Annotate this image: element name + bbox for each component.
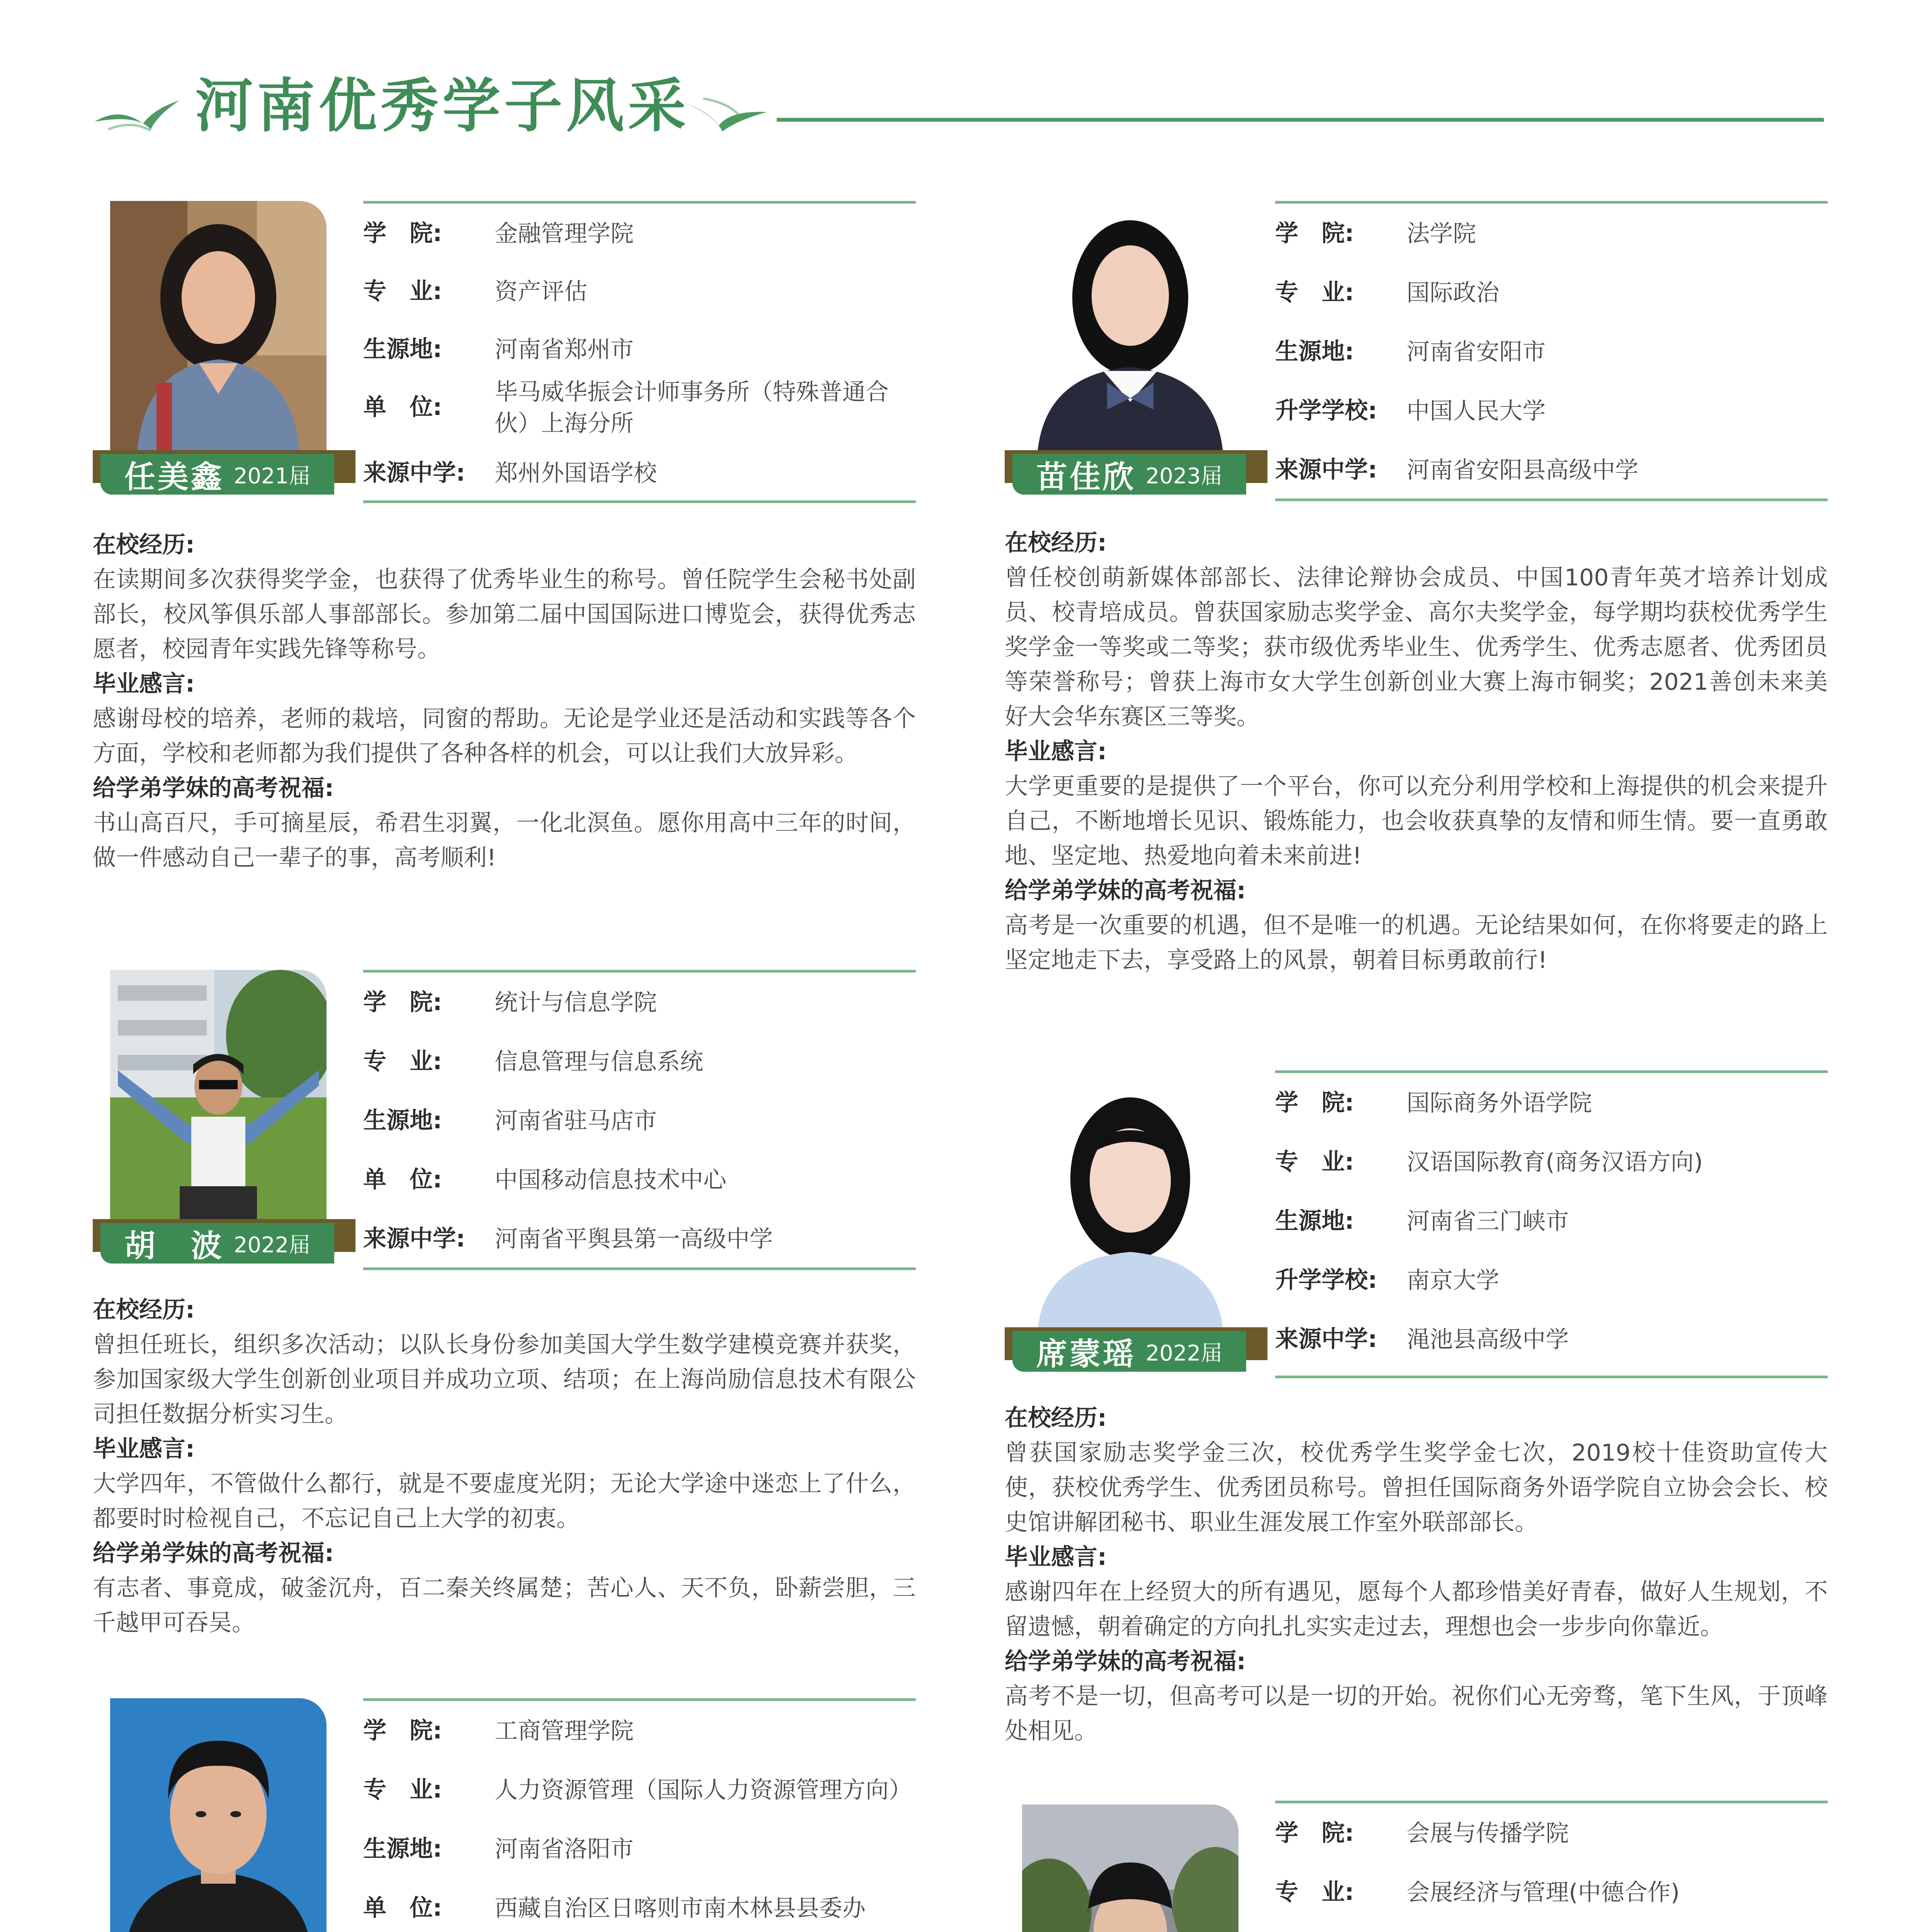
info-label: 专 业: — [363, 1048, 442, 1075]
info-row — [1275, 218, 1828, 250]
info-value: 河南省三门峡市 — [1407, 1208, 1569, 1235]
info-label: 专 业: — [363, 278, 442, 305]
info-row — [363, 1893, 916, 1924]
info-bottom-rule — [363, 500, 916, 503]
info-value: 河南省平舆县第一高级中学 — [495, 1226, 773, 1253]
student-card — [93, 970, 916, 1264]
info-row — [363, 377, 916, 439]
page-title: 河南优秀学子风采 — [195, 73, 690, 140]
info-value: 统计与信息学院 — [495, 989, 657, 1016]
student-name: 席蒙瑶 — [1036, 1336, 1136, 1372]
info-label: 生源地: — [1275, 338, 1354, 365]
info-value: 信息管理与信息系统 — [495, 1048, 703, 1075]
info-row — [1275, 1818, 1828, 1849]
info-row — [363, 218, 916, 250]
info-label: 生源地: — [363, 1107, 442, 1134]
info-top-rule — [363, 201, 916, 204]
info-row — [363, 1716, 916, 1747]
section-heading: 给学弟学妹的高考祝福: — [1005, 1648, 1246, 1675]
name-ribbon — [1012, 454, 1246, 495]
info-label: 生源地: — [363, 1835, 442, 1862]
info-row — [363, 1775, 916, 1806]
info-row — [1275, 1324, 1828, 1355]
info-value: 渑池县高级中学 — [1407, 1326, 1569, 1353]
info-label: 单 位: — [363, 1895, 442, 1922]
section-heading: 毕业感言: — [93, 670, 195, 697]
section-heading: 在校经历: — [1005, 1405, 1107, 1432]
student-text — [1005, 526, 1828, 978]
info-label: 专 业: — [1275, 1879, 1354, 1906]
student-text — [1005, 1401, 1828, 1748]
info-value: 资产评估 — [495, 278, 587, 305]
section-heading: 毕业感言: — [1005, 738, 1107, 765]
info-label: 来源中学: — [1275, 1326, 1377, 1353]
section-body: 在读期间多次获得奖学金，也获得了优秀毕业生的称号。曾任院学生会秘书处副部长，校风筝俱乐部人事部部长。参加第二届中国国际进口博览会，获得优秀志愿者，校园青年实践先锋等称号。 — [93, 566, 916, 663]
section-body: 有志者、事竟成，破釜沉舟，百二秦关终属楚；苦心人、天不负，卧薪尝胆，三千越甲可吞吴。 — [93, 1575, 916, 1636]
info-value: 法学院 — [1407, 220, 1476, 247]
info-label: 单 位: — [363, 394, 442, 421]
name-ribbon — [100, 454, 334, 495]
info-value: 河南省安阳市 — [1407, 338, 1546, 366]
info-row — [363, 276, 916, 308]
info-label: 来源中学: — [363, 459, 465, 486]
student-card — [93, 201, 916, 495]
info-value: 国际商务外语学院 — [1407, 1090, 1592, 1117]
info-row — [1275, 1206, 1828, 1237]
info-label: 学 院: — [363, 989, 442, 1016]
section-body: 高考不是一切，但高考可以是一切的开始。祝你们心无旁骛，笔下生风，于顶峰处相见。 — [1005, 1683, 1828, 1745]
student-photo — [110, 970, 327, 1221]
info-label: 专 业: — [363, 1776, 442, 1803]
student-text — [93, 1293, 916, 1640]
info-top-rule — [363, 1698, 916, 1701]
section-heading: 毕业感言: — [93, 1435, 195, 1463]
info-label: 来源中学: — [1275, 456, 1377, 483]
header-rule — [777, 118, 1824, 122]
section-body: 大学更重要的是提供了一个平台，你可以充分利用学校和上海提供的机会来提升自己，不断地增长见识、锻炼能力，也会收获真挚的友情和师生情。要一直勇敢地、坚定地、热爱地向着未来前进! — [1005, 773, 1828, 869]
info-value: 中国移动信息技术中心 — [495, 1167, 726, 1194]
info-value: 郑州外国语学校 — [495, 460, 657, 487]
student-card — [93, 1698, 916, 1932]
student-name: 胡 波 — [124, 1228, 224, 1264]
info-label: 生源地: — [363, 336, 442, 363]
info-label: 专 业: — [1275, 279, 1354, 306]
info-row — [1275, 1265, 1828, 1296]
section-body: 大学四年，不管做什么都行，就是不要虚度光阴；无论大学途中迷恋上了什么，都要时时检视自己，不忘记自己上大学的初衷。 — [93, 1470, 916, 1532]
student-photo — [1022, 1804, 1238, 1932]
info-row — [363, 334, 916, 366]
info-row — [363, 987, 916, 1019]
info-value: 汉语国际教育(商务汉语方向) — [1407, 1149, 1703, 1176]
info-row — [1275, 455, 1828, 486]
section-heading: 在校经历: — [93, 531, 195, 558]
info-value: 毕马威华振会计师事务所（特殊普通合伙）上海分所 — [495, 379, 889, 437]
info-label: 学 院: — [363, 1717, 442, 1744]
student-card — [1005, 1804, 1828, 1932]
info-row — [1275, 396, 1828, 427]
info-value: 河南省洛阳市 — [495, 1836, 634, 1863]
info-row — [1275, 337, 1828, 368]
student-text — [93, 527, 916, 875]
section-heading: 给学弟学妹的高考祝福: — [1005, 877, 1246, 904]
class-year: 2022届 — [1145, 1340, 1223, 1366]
info-row — [363, 1046, 916, 1078]
info-label: 生源地: — [1275, 1208, 1354, 1235]
section-heading: 给学弟学妹的高考祝福: — [93, 1540, 334, 1567]
info-row — [1275, 1088, 1828, 1119]
info-label: 学 院: — [1275, 1089, 1354, 1116]
name-ribbon — [100, 1223, 334, 1264]
section-heading: 在校经历: — [93, 1296, 195, 1323]
info-value: 工商管理学院 — [495, 1718, 634, 1745]
student-name: 任美鑫 — [124, 459, 224, 495]
info-value: 河南省驻马店市 — [495, 1107, 657, 1134]
section-heading: 毕业感言: — [1005, 1544, 1107, 1571]
section-heading: 给学弟学妹的高考祝福: — [93, 775, 334, 802]
info-row — [1275, 277, 1828, 309]
info-value: 河南省安阳县高级中学 — [1407, 457, 1638, 484]
info-label: 来源中学: — [363, 1225, 465, 1252]
info-value: 国际政治 — [1407, 279, 1499, 306]
student-photo — [1022, 201, 1238, 452]
info-top-rule — [1275, 1801, 1828, 1803]
info-value: 人力资源管理（国际人力资源管理方向） — [495, 1777, 912, 1804]
bird-right-icon — [680, 91, 769, 133]
info-label: 升学学校: — [1275, 1267, 1377, 1294]
student-card — [1005, 1078, 1828, 1372]
info-row — [363, 1165, 916, 1196]
section-body: 高考是一次重要的机遇，但不是唯一的机遇。无论结果如何，在你将要走的路上坚定地走下去，享受路上的风景，朝着目标勇敢前行! — [1005, 912, 1828, 974]
class-year: 2022届 — [233, 1232, 311, 1258]
info-row — [363, 1834, 916, 1865]
info-value: 会展与传播学院 — [1407, 1820, 1569, 1847]
section-heading: 在校经历: — [1005, 529, 1107, 556]
info-bottom-rule — [1275, 498, 1828, 501]
info-row — [1275, 1877, 1828, 1908]
info-top-rule — [1275, 1070, 1828, 1073]
info-label: 学 院: — [363, 220, 442, 247]
info-row — [363, 458, 916, 489]
info-value: 会展经济与管理(中德合作) — [1407, 1879, 1680, 1906]
info-label: 专 业: — [1275, 1148, 1354, 1175]
info-value: 西藏自治区日喀则市南木林县县委办 — [495, 1895, 866, 1922]
info-label: 单 位: — [363, 1166, 442, 1193]
info-bottom-rule — [1275, 1376, 1828, 1378]
info-value: 南京大学 — [1407, 1267, 1499, 1294]
info-value: 金融管理学院 — [495, 220, 634, 247]
section-body: 感谢四年在上经贸大的所有遇见，愿每个人都珍惜美好青春，做好人生规划，不留遗憾，朝着确定的方向扎扎实实走过去，理想也会一步步向你靠近。 — [1005, 1578, 1828, 1640]
info-value: 河南省郑州市 — [495, 336, 634, 363]
student-photo — [110, 201, 327, 452]
class-year: 2023届 — [1145, 463, 1223, 489]
student-name: 苗佳欣 — [1036, 459, 1136, 495]
section-body: 曾担任班长，组织多次活动；以队长身份参加美国大学生数学建模竞赛并获奖，参加国家级大学生创新创业项目并成功立项、结项；在上海尚励信息技术有限公司担任数据分析实习生。 — [93, 1331, 916, 1428]
info-label: 学 院: — [1275, 220, 1354, 247]
info-row — [363, 1224, 916, 1255]
student-photo — [1022, 1078, 1238, 1329]
info-top-rule — [1275, 201, 1828, 204]
class-year: 2021届 — [233, 463, 311, 489]
section-body: 书山高百尺，手可摘星辰，希君生羽翼，一化北溟鱼。愿你用高中三年的时间，做一件感动自己一辈子的事，高考顺利! — [93, 810, 916, 871]
student-card — [1005, 201, 1828, 495]
info-top-rule — [363, 970, 916, 973]
info-value: 中国人民大学 — [1407, 398, 1546, 425]
info-label: 升学学校: — [1275, 397, 1377, 424]
info-row — [363, 1105, 916, 1137]
section-body: 曾任校创萌新媒体部部长、法律论辩协会成员、中国100青年英才培养计划成员、校青培成员。曾获国家励志奖学金、高尔夫奖学金，每学期均获校优秀学生奖学金一等奖或二等奖；获市级优秀毕业生、优秀学生、优秀志愿者、优秀团员等荣誉称号；曾获上海市女大学生创新创业大赛上海市铜奖；2021善创未来美好大会华东赛区三等奖。 — [1005, 564, 1828, 730]
info-row — [1275, 1147, 1828, 1178]
section-body: 感谢母校的培养，老师的栽培，同窗的帮助。无论是学业还是活动和实践等各个方面，学校和老师都为我们提供了各种各样的机会，可以让我们大放异彩。 — [93, 705, 916, 767]
info-label: 学 院: — [1275, 1820, 1354, 1847]
student-photo — [110, 1698, 327, 1932]
info-bottom-rule — [363, 1267, 916, 1270]
name-ribbon — [1012, 1331, 1246, 1372]
section-body: 曾获国家励志奖学金三次，校优秀学生奖学金七次，2019校十佳资助宣传大使，获校优秀学生、优秀团员称号。曾担任国际商务外语学院自立协会会长、校史馆讲解团秘书、职业生涯发展工作室外联部部长。 — [1005, 1439, 1828, 1536]
bird-left-icon — [93, 93, 182, 135]
